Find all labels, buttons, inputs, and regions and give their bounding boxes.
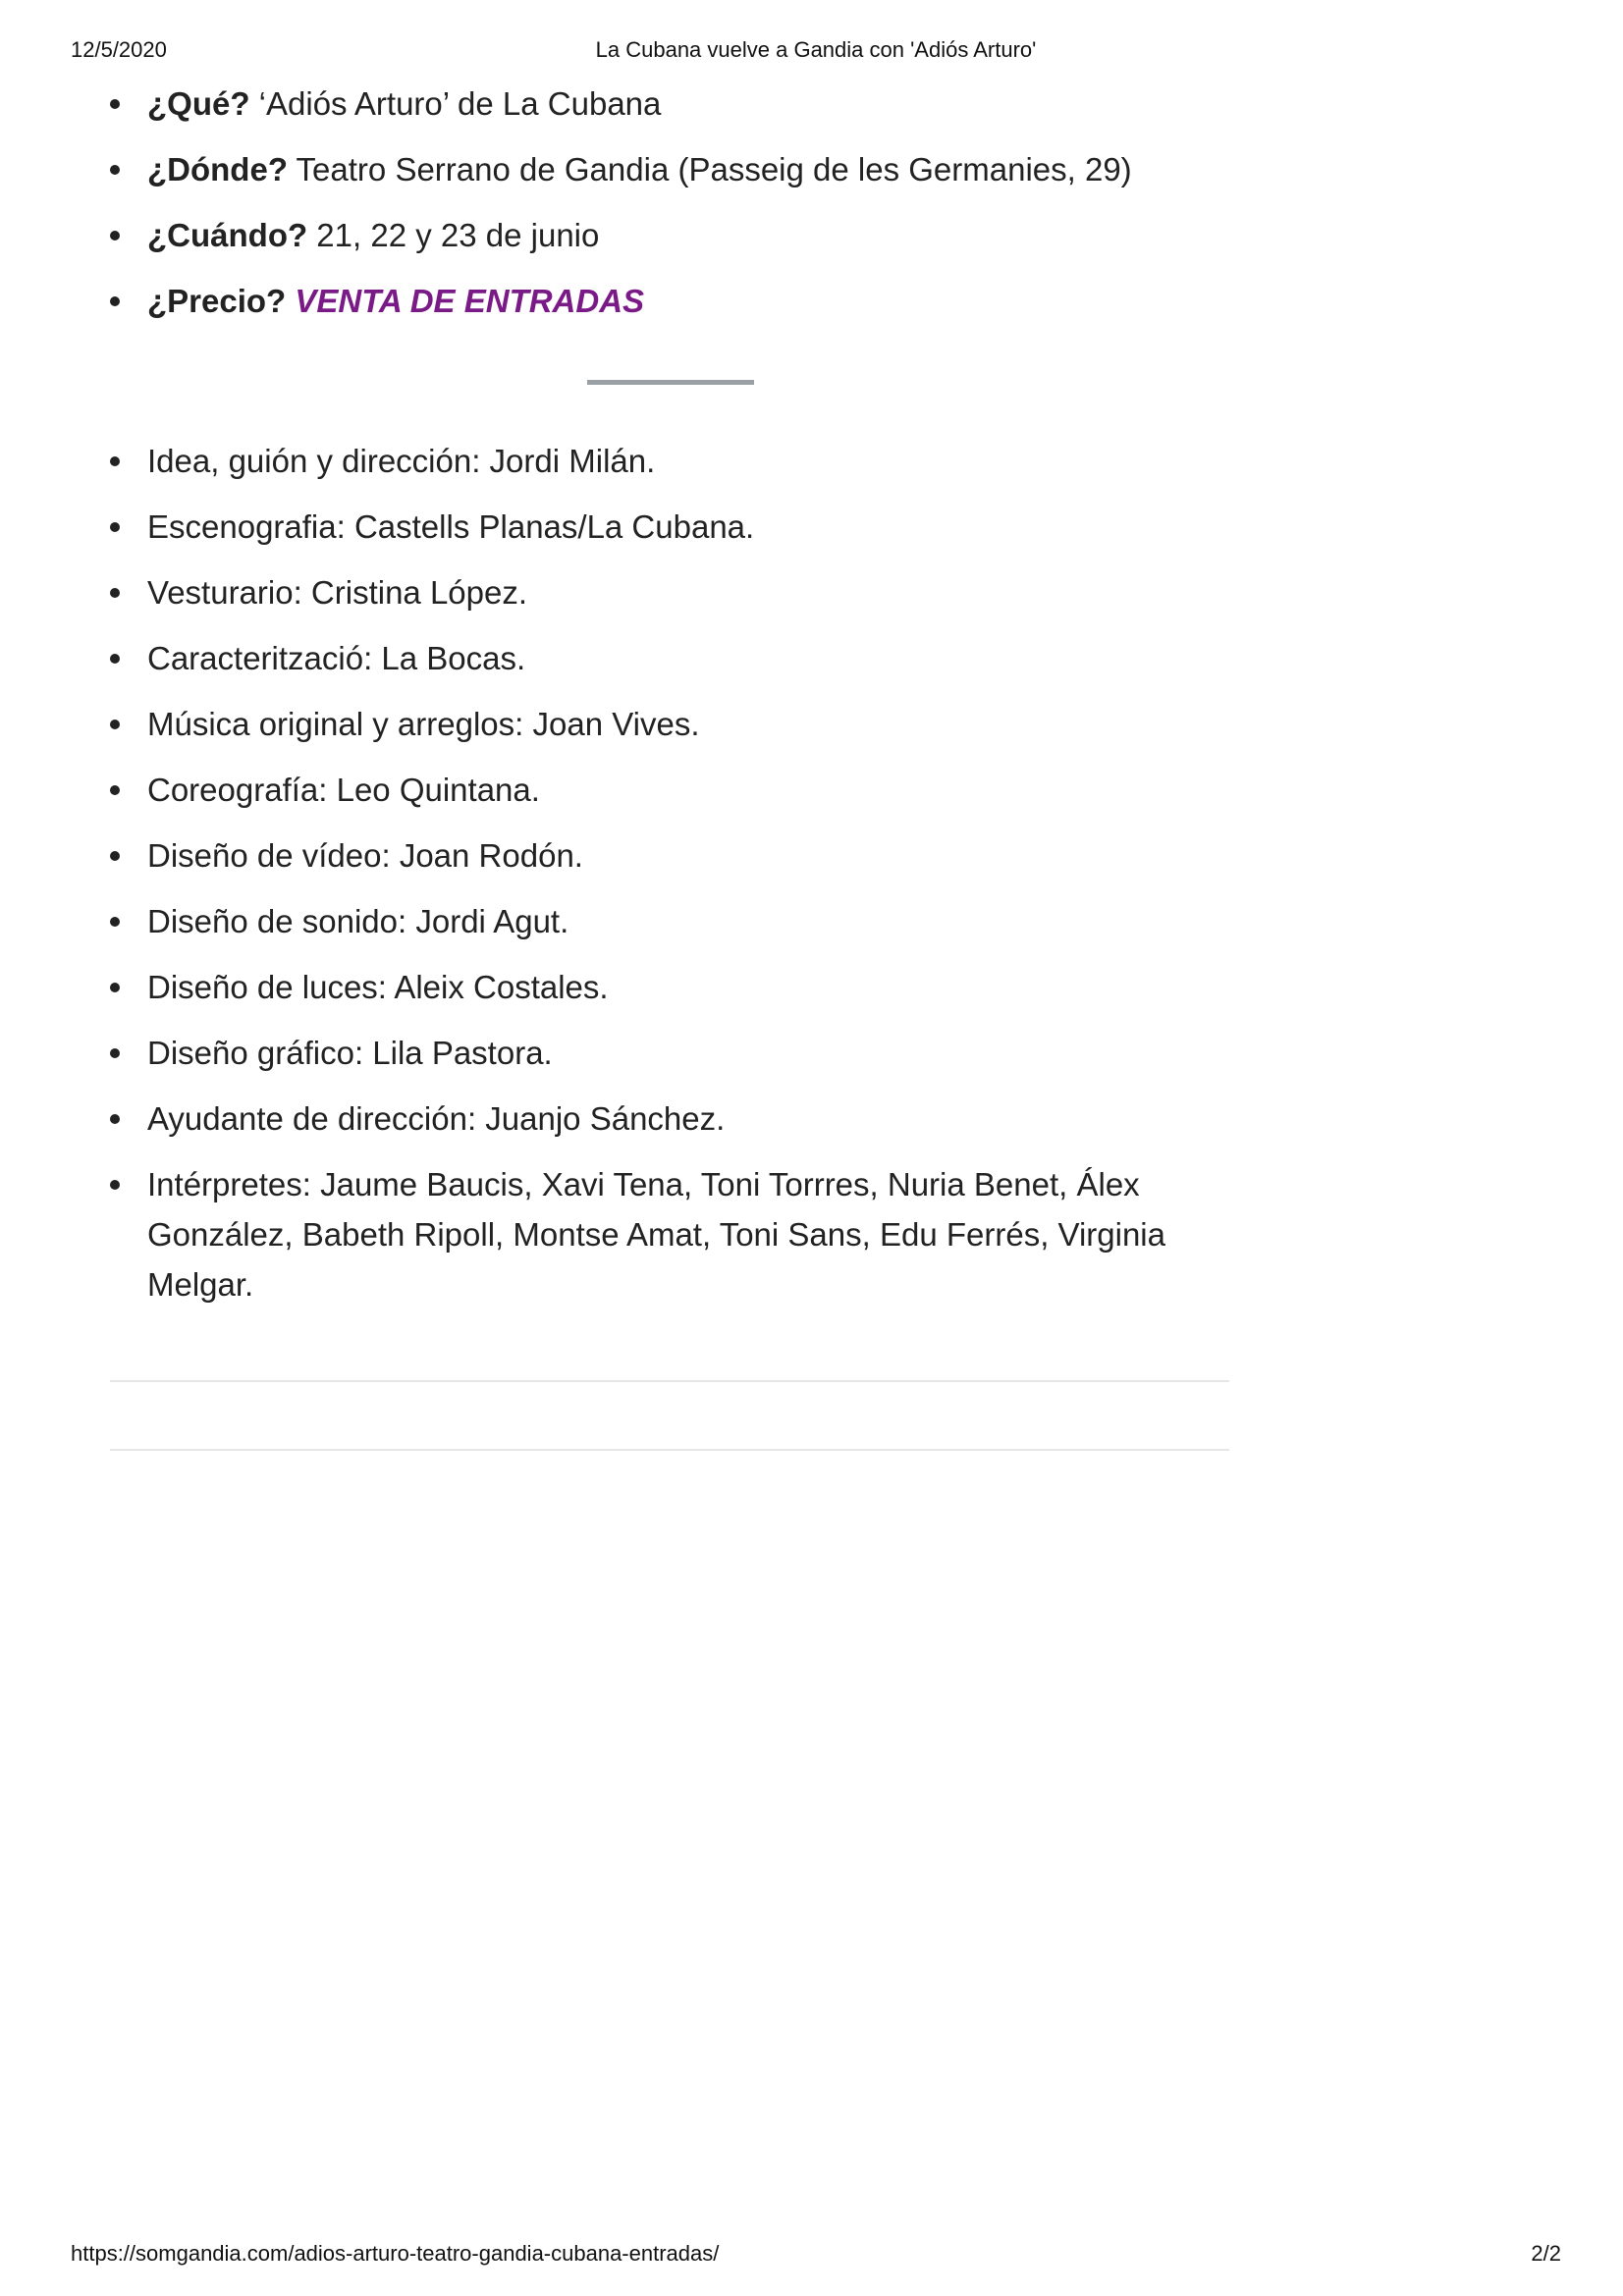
credits-list xyxy=(110,436,1229,1309)
print-title: La Cubana vuelve a Gandia con 'Adiós Arturo' xyxy=(595,37,1037,62)
credit-item xyxy=(110,1094,1229,1144)
bullet-icon xyxy=(110,456,120,466)
info-label: ¿Dónde? xyxy=(147,151,288,187)
credit-text: Diseño de luces: Aleix Costales. xyxy=(147,969,609,1005)
bullet-icon xyxy=(110,785,120,795)
info-label: ¿Qué? xyxy=(147,85,250,122)
bullet-icon xyxy=(110,1048,120,1058)
ticket-sales-link[interactable]: VENTA DE ENTRADAS xyxy=(295,283,645,319)
info-label: ¿Precio? xyxy=(147,283,287,319)
credit-text: Caracterització: La Bocas. xyxy=(147,640,526,676)
bullet-icon xyxy=(110,917,120,927)
bullet-icon xyxy=(110,522,120,532)
list-item-precio xyxy=(110,276,1229,326)
credit-item xyxy=(110,1159,1229,1309)
bullet-icon xyxy=(110,1114,120,1124)
credit-item xyxy=(110,962,1229,1012)
info-value: Teatro Serrano de Gandia (Passeig de les Germanies, 29) xyxy=(287,151,1132,187)
bullet-icon xyxy=(110,983,120,992)
event-info xyxy=(110,79,1229,342)
bullet-icon xyxy=(110,851,120,861)
credit-text: Diseño de vídeo: Joan Rodón. xyxy=(147,837,583,874)
credit-text: Música original y arreglos: Joan Vives. xyxy=(147,706,700,742)
credit-text: Diseño gráfico: Lila Pastora. xyxy=(147,1035,553,1071)
credit-item xyxy=(110,896,1229,946)
horizontal-rule xyxy=(110,1449,1229,1451)
page-number: 2/2 xyxy=(1531,2241,1561,2266)
list-item-donde xyxy=(110,144,1229,194)
bullet-icon xyxy=(110,231,120,240)
list-item-cuando xyxy=(110,210,1229,260)
credit-item xyxy=(110,1028,1229,1078)
credit-item xyxy=(110,830,1229,881)
section-divider xyxy=(587,380,754,385)
list-item-que xyxy=(110,79,1229,129)
info-value: ‘Adiós Arturo’ de La Cubana xyxy=(249,85,662,122)
credit-item xyxy=(110,436,1229,486)
print-header xyxy=(71,37,1561,67)
credit-item xyxy=(110,567,1229,617)
credit-item xyxy=(110,502,1229,552)
bullet-icon xyxy=(110,165,120,175)
info-value: 21, 22 y 23 de junio xyxy=(307,217,600,253)
credit-text: Diseño de sonido: Jordi Agut. xyxy=(147,903,569,939)
credit-text: Escenografia: Castells Planas/La Cubana. xyxy=(147,508,755,545)
bullet-icon xyxy=(110,654,120,664)
credit-text: Idea, guión y dirección: Jordi Milán. xyxy=(147,443,656,479)
credit-text: Coreografía: Leo Quintana. xyxy=(147,772,540,808)
bullet-icon xyxy=(110,296,120,306)
info-label: ¿Cuándo? xyxy=(147,217,308,253)
credit-text: Ayudante de dirección: Juanjo Sánchez. xyxy=(147,1100,726,1137)
credit-item xyxy=(110,765,1229,815)
credit-text: Intérpretes: Jaume Baucis, Xavi Tena, Toni Torrres, Nuria Benet, Álex González, Babeth Ripoll, Montse Amat, Toni Sans, Edu Ferrés, Virginia Melgar. xyxy=(147,1166,1165,1303)
event-info-list xyxy=(110,79,1229,326)
page-url: https://somgandia.com/adios-arturo-teatro-gandia-cubana-entradas/ xyxy=(71,2241,720,2266)
bullet-icon xyxy=(110,588,120,598)
horizontal-rule xyxy=(110,1380,1229,1382)
bullet-icon xyxy=(110,720,120,729)
credits-section xyxy=(110,436,1229,1325)
bullet-icon xyxy=(110,1180,120,1190)
bullet-icon xyxy=(110,99,120,109)
credit-text: Vesturario: Cristina López. xyxy=(147,574,528,611)
credit-item xyxy=(110,633,1229,683)
credit-item xyxy=(110,699,1229,749)
print-date: 12/5/2020 xyxy=(71,37,167,62)
